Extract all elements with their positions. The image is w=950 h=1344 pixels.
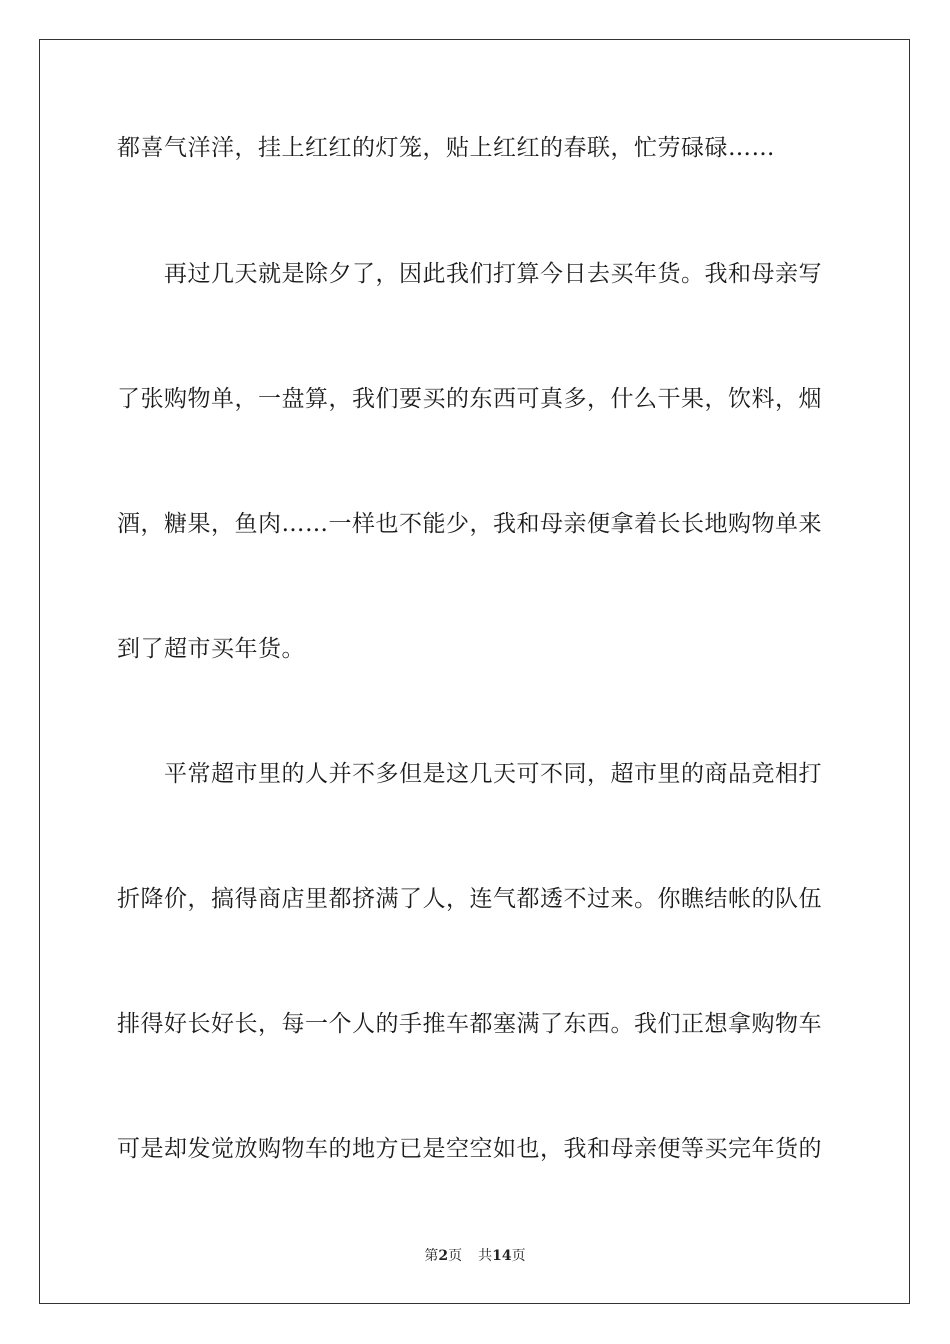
page-number: 2 (438, 1248, 449, 1264)
page-border (39, 39, 910, 1304)
paragraph-line: 折降价，搞得商店里都挤满了人，连气都透不过来。你瞧结帐的队伍 (117, 886, 822, 912)
total-suffix: 页 (511, 1248, 526, 1264)
paragraph-line: 了张购物单，一盘算，我们要买的东西可真多，什么干果，饮料，烟 (117, 386, 822, 412)
paragraph-line: 平常超市里的人并不多但是这几天可不同，超市里的商品竞相打 (164, 761, 822, 787)
paragraph-line: 到了超市买年货。 (117, 636, 305, 662)
page-prefix: 第 (424, 1248, 439, 1264)
paragraph-line: 可是却发觉放购物车的地方已是空空如也，我和母亲便等买完年货的 (117, 1136, 822, 1162)
total-pages: 14 (492, 1248, 512, 1264)
page-footer (0, 1247, 950, 1265)
paragraph-line: 再过几天就是除夕了，因此我们打算今日去买年货。我和母亲写 (164, 261, 822, 287)
page-suffix: 页 (448, 1248, 463, 1264)
paragraph-line: 酒，糖果，鱼肉……一样也不能少，我和母亲便拿着长长地购物单来 (117, 511, 822, 537)
paragraph-line: 都喜气洋洋，挂上红红的灯笼，贴上红红的春联，忙劳碌碌…… (117, 135, 775, 161)
total-prefix: 共 (478, 1248, 493, 1264)
paragraph-line: 排得好长好长，每一个人的手推车都塞满了东西。我们正想拿购物车 (117, 1011, 822, 1037)
